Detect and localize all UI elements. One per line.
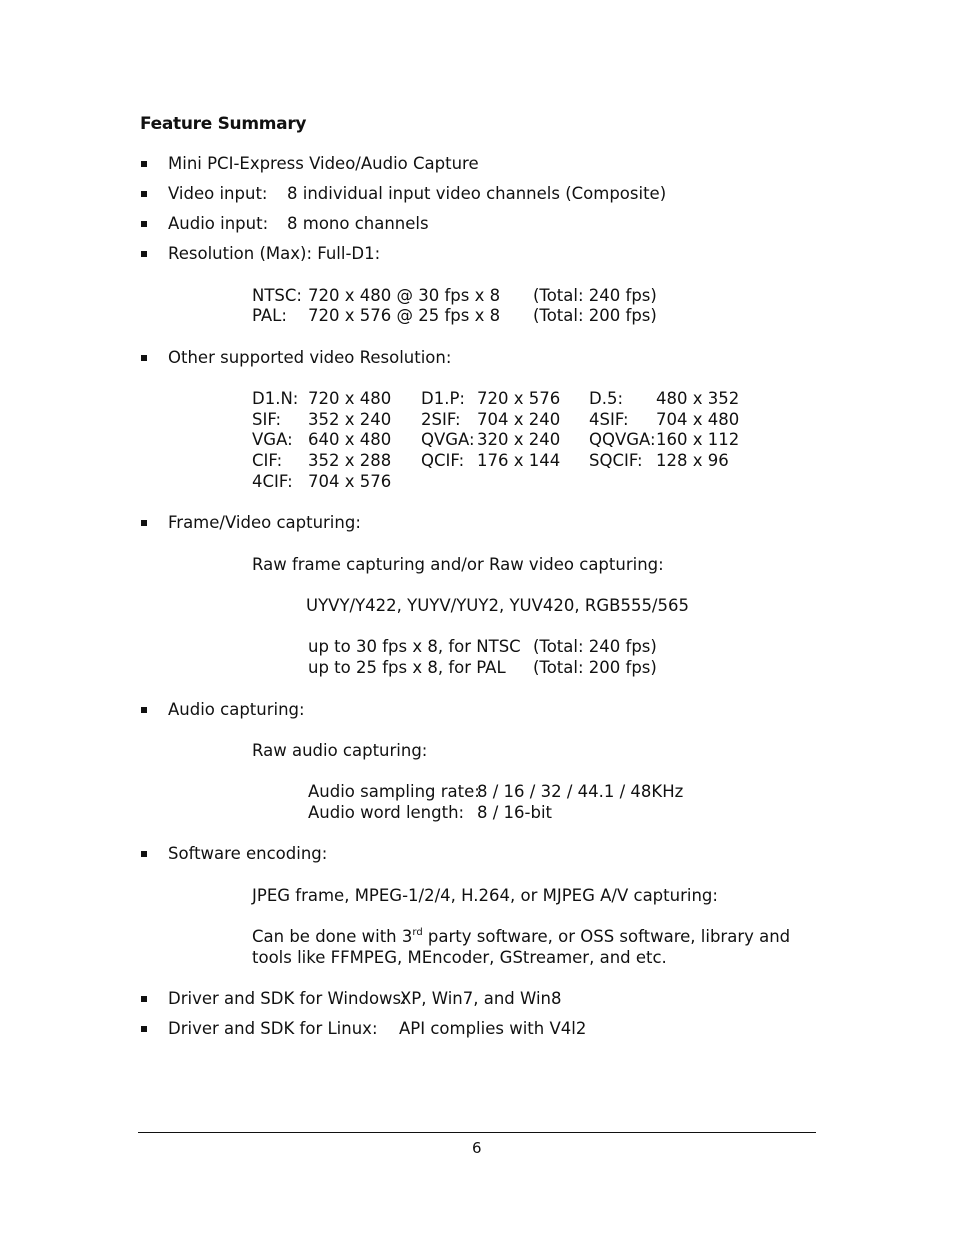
res-name: D1.P: [421, 389, 465, 408]
res-size: 480 x 352 [656, 389, 740, 408]
frame-intro: Raw frame capturing and/or Raw video capturing: [252, 555, 664, 574]
res-size: 704 x 576 [308, 472, 392, 491]
encoding-intro: JPEG frame, MPEG-1/2/4, H.264, or MJPEG A/V capturing: [252, 886, 718, 905]
bullet-text: Other supported video Resolution: [168, 348, 452, 367]
footer-rule [138, 1132, 816, 1133]
res-size: 176 x 144 [477, 451, 561, 470]
res-name: QVGA: [421, 430, 475, 449]
bullet-marker [141, 520, 147, 526]
res-std: PAL: [252, 306, 287, 325]
encoding-line-1-pre: Can be done with 3 [252, 927, 413, 946]
bullet-value: XP, Win7, and Win8 [400, 989, 562, 1008]
frame-rate: up to 30 fps x 8, for NTSC [308, 637, 521, 656]
bullet-marker [141, 1026, 147, 1032]
bullet-label: Video input: [168, 184, 268, 203]
bullet-marker [141, 355, 147, 361]
bullet-text: Software encoding: [168, 844, 328, 863]
bullet-label: Driver and SDK for Linux: [168, 1019, 378, 1038]
bullet-marker [141, 221, 147, 227]
audio-rate-value: 8 / 16 / 32 / 44.1 / 48KHz [477, 782, 684, 801]
res-name: 4SIF: [589, 410, 629, 429]
res-size: 160 x 112 [656, 430, 740, 449]
res-size: 352 x 240 [308, 410, 392, 429]
page-number: 6 [472, 1139, 482, 1157]
res-size: 704 x 240 [477, 410, 561, 429]
res-std: NTSC: [252, 286, 302, 305]
res-name: 2SIF: [421, 410, 461, 429]
audio-intro: Raw audio capturing: [252, 741, 428, 760]
frame-total: (Total: 200 fps) [533, 658, 657, 677]
encoding-line-1-post: party software, or OSS software, library and [422, 927, 791, 946]
audio-length-label: Audio word length: [308, 803, 465, 822]
res-name: SIF: [252, 410, 282, 429]
encoding-superscript: rd [412, 926, 423, 938]
bullet-value: 8 mono channels [287, 214, 429, 233]
bullet-value: 8 individual input video channels (Composite) [287, 184, 667, 203]
res-value: 720 x 480 @ 30 fps x 8 [308, 286, 501, 305]
res-total: (Total: 200 fps) [533, 306, 657, 325]
bullet-marker [141, 161, 147, 167]
res-name: CIF: [252, 451, 283, 470]
bullet-label: Driver and SDK for Windows: [168, 989, 407, 1008]
bullet-text: Resolution (Max): Full-D1: [168, 244, 381, 263]
frame-formats: UYVY/Y422, YUYV/YUY2, YUV420, RGB555/565 [306, 596, 689, 615]
bullet-text: Frame/Video capturing: [168, 513, 361, 532]
frame-total: (Total: 240 fps) [533, 637, 657, 656]
res-size: 704 x 480 [656, 410, 740, 429]
res-value: 720 x 576 @ 25 fps x 8 [308, 306, 501, 325]
encoding-line-2: tools like FFMPEG, MEncoder, GStreamer, and etc. [252, 948, 667, 967]
bullet-marker [141, 707, 147, 713]
bullet-marker [141, 191, 147, 197]
res-name: 4CIF: [252, 472, 293, 491]
res-name: D1.N: [252, 389, 299, 408]
audio-rate-label: Audio sampling rate: [308, 782, 480, 801]
encoding-line-1 [252, 927, 790, 947]
res-size: 640 x 480 [308, 430, 392, 449]
res-name: VGA: [252, 430, 293, 449]
bullet-marker [141, 996, 147, 1002]
res-size: 128 x 96 [656, 451, 729, 470]
audio-length-value: 8 / 16-bit [477, 803, 553, 822]
res-total: (Total: 240 fps) [533, 286, 657, 305]
res-name: SQCIF: [589, 451, 643, 470]
res-size: 320 x 240 [477, 430, 561, 449]
bullet-label: Audio input: [168, 214, 269, 233]
res-size: 720 x 576 [477, 389, 561, 408]
page-title: Feature Summary [140, 114, 307, 134]
res-size: 720 x 480 [308, 389, 392, 408]
res-name: QQVGA: [589, 430, 656, 449]
res-name: D.5: [589, 389, 624, 408]
res-name: QCIF: [421, 451, 465, 470]
bullet-marker [141, 851, 147, 857]
frame-rate: up to 25 fps x 8, for PAL [308, 658, 506, 677]
bullet-value: API complies with V4l2 [399, 1019, 587, 1038]
res-size: 352 x 288 [308, 451, 392, 470]
bullet-marker [141, 251, 147, 257]
bullet-text: Audio capturing: [168, 700, 305, 719]
bullet-text: Mini PCI-Express Video/Audio Capture [168, 154, 479, 173]
